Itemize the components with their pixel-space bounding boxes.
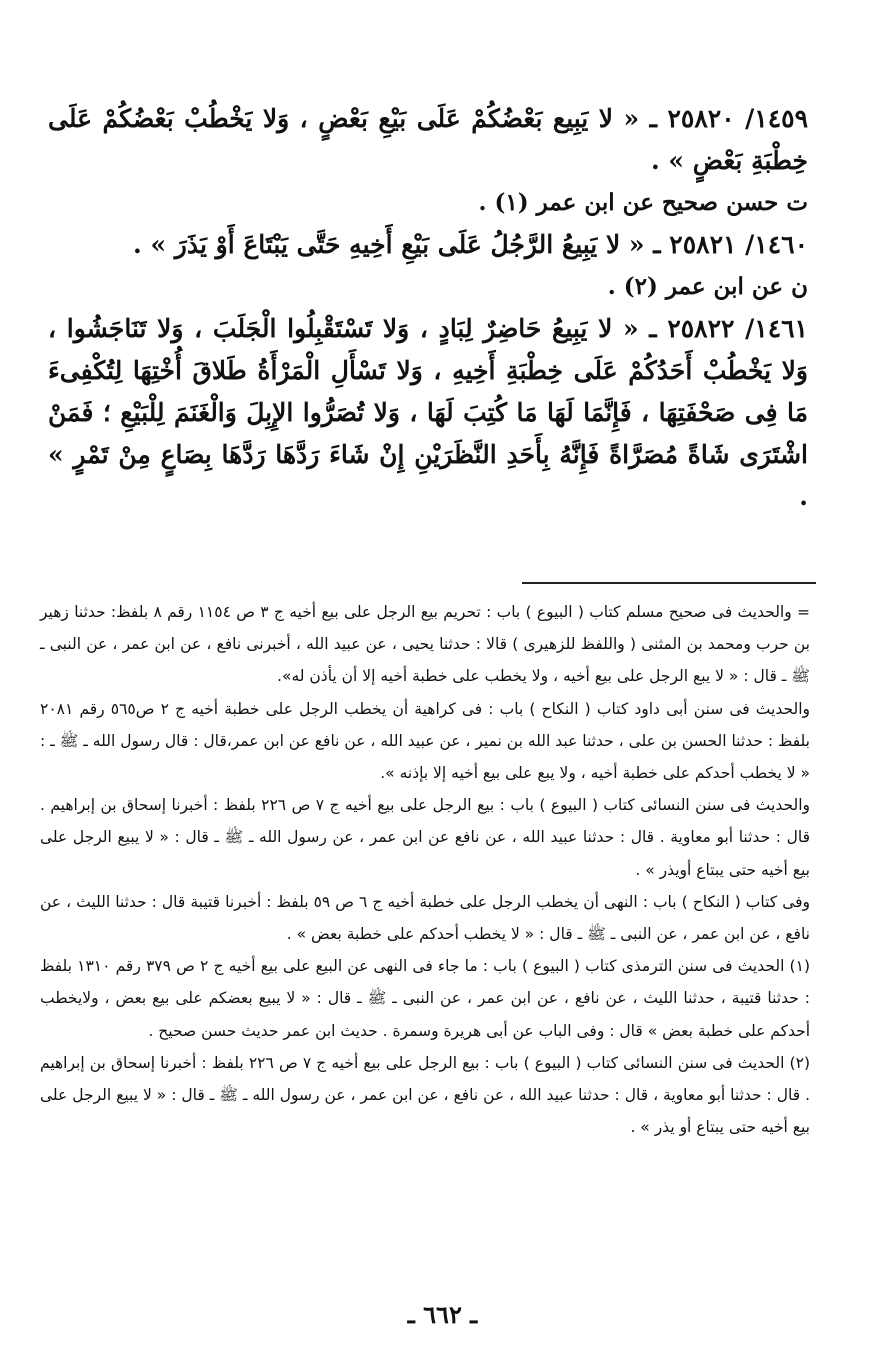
- hadith-1460-source: ن عن ابن عمر (٢) .: [607, 273, 808, 300]
- footnote-divider: [522, 582, 816, 584]
- footnote-nasai-nikah: وفى كتاب ( النكاح ) باب : النهى أن يخطب الرجل على خطبة أخيه ج ٦ ص ٥٩ بلفظ : أخبرنا قتيبة قال : حدثنا الليث ، عن نافع ، عن ابن عمر ، عن النبى ـ ﷺ ـ قال : « لا يخطب أحدكم على خطبة بعض » .: [40, 892, 811, 944]
- page-number: ـ ٦٦٢ ـ: [407, 1300, 478, 1329]
- main-text: [48, 98, 808, 518]
- footnote-abu-dawud: والحديث فى سنن أبى داود كتاب ( النكاح ) باب : فى كراهية أن يخطب الرجل على خطبة أخيه ج ٢ ص٥٦٥ رقم ٢٠٨١ بلفظ : حدثنا الحسن بن على ، حدثنا عبد الله بن نمير ، عن عبيد الله ، عن نافع عن ابن عمر،قال : قال رسول الله ـ ﷺ ـ : « لا يخطب أحدكم على خطبة أخيه ، ولا يبع على بيع أخيه إلا بإذنه ».: [40, 699, 810, 783]
- footnote-nasai-buyu: والحديث فى سنن النسائى كتاب ( البيوع ) باب : بيع الرجل على بيع أخيه ج ٧ ص ٢٢٦ بلفظ : أخبرنا إسحاق بن إبراهيم . قال : حدثنا أبو معاوية . قال : حدثنا عبيد الله ، عن نافع عن ابن عمر ، عن رسول الله ـ ﷺ ـ قال : « لا يبيع الرجل على بيع أخيه حتى يبتاع أويذر » .: [40, 796, 810, 879]
- footnotes: [40, 596, 810, 1143]
- footnote-2: (٢) الحديث فى سنن النسائى كتاب ( البيوع ) باب : بيع الرجل على بيع أخيه ج ٧ ص ٢٢٦ بلفظ : أخبرنا إسحاق بن إبراهيم . قال : حدثنا أبو معاوية ، قال : حدثنا عبيد الله ، عن نافع ، عن ابن عمر ، عن رسول الله ـ ﷺ ـ قال : « لا يبيع الرجل على بيع أخيه حتى يبتاع أو يذر » .: [40, 1053, 810, 1137]
- hadith-1459-source: ت حسن صحيح عن ابن عمر (١) .: [478, 189, 808, 216]
- hadith-1459: ١٤٥٩/ ٢٥٨٢٠ ـ « لا يَبِيع بَعْضُكُمْ عَلَى بَيْعِ بَعْضٍ ، وَلا يَخْطُبْ بَعْضُكُمْ عَلَى خِطْبَةِ بَعْضٍ » .: [48, 104, 808, 175]
- footnote-1: (١) الحديث فى سنن الترمذى كتاب ( البيوع ) باب : ما جاء فى النهى عن البيع على بيع أخيه ج ٢ ص ٣٧٩ رقم ١٣١٠ بلفظ : حدثنا قتيبة ، حدثنا الليث ، عن نافع ، عن ابن عمر ، عن النبى ـ ﷺ ـ قال : « لا يبيع بعضكم على بيع بعض ، ولايخطب أحدكم على خطبة بعض » قال : وفى الباب عن أبى هريرة وسمرة . حديث ابن عمر حديث حسن صحيح .: [40, 957, 810, 1040]
- hadith-1460: ١٤٦٠/ ٢٥٨٢١ ـ « لا يَبِيعُ الرَّجُلُ عَلَى بَيْعِ أَخِيهِ حَتَّى يَبْتَاعَ أَوْ يَذَرَ » .: [133, 230, 808, 259]
- footnote-muslim: = والحديث فى صحيح مسلم كتاب ( البيوع ) باب : تحريم بيع الرجل على بيع أخيه ج ٣ ص ١١٥٤ رقم ٨ بلفظ: حدثنا زهير بن حرب ومحمد بن المثنى ( واللفظ للزهيرى ) قالا : حدثنا يحيى ، عن عبيد الله ، أخبرنى نافع ، عن ابن عمر ، عن النبى ـ ﷺ ـ قال : « لا يبع الرجل على بيع أخيه ، ولا يخطب على خطبة أخيه إلا أن يأذن له».: [40, 603, 811, 686]
- hadith-1461: ١٤٦١/ ٢٥٨٢٢ ـ « لا يَبِيعُ حَاضِرٌ لِبَادٍ ، وَلا تَسْتَقْبِلُوا الْجَلَبَ ، وَلا تَنَاجَشُوا ، وَلا يَخْطُبْ أَحَدُكُمْ عَلَى خِطْبَةِ أَخِيهِ ، وَلا تَسْأَلِ الْمَرْأَةُ طَلاقَ أُخْتِهَا لِتُكْفِىءَ مَا فِى صَحْفَتِهَا ، فَإِنَّمَا لَهَا مَا كُتِبَ لَهَا ، وَلا تُصَرُّوا الإِبِلَ وَالْغَنَمَ لِلْبَيْعِ ؛ فَمَنْ اشْتَرَى شَاةً مُصَرَّاةً فَإِنَّهُ بِأَحَدِ النَّظَرَيْنِ إِنْ شَاءَ رَدَّهَا رَدَّهَا بِصَاعٍ مِنْ تَمْرٍ » .: [48, 314, 808, 511]
